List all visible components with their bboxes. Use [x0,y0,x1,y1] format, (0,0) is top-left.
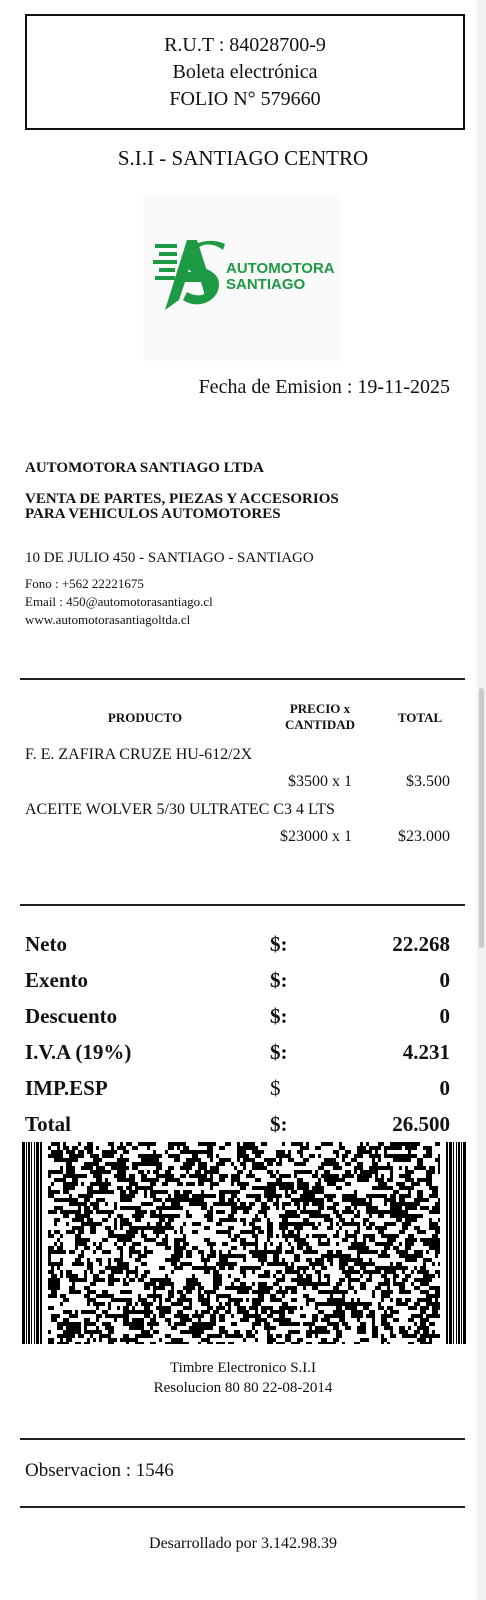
scrollbar[interactable] [477,0,486,1600]
totals-currency-sign: $: [270,932,288,956]
totals-label-neto: Neto [25,932,67,956]
totals-value-neto: 22.268 [392,932,450,956]
developer-credit: Desarrollado por 3.142.98.39 [149,1535,337,1552]
totals-label-total: Total [25,1112,71,1136]
totals-label-exento: Exento [25,968,88,992]
scrollbar-thumb[interactable] [479,688,484,948]
issuer-phone: Fono : +562 22221675 [25,576,144,591]
pdf417-barcode [22,1142,466,1344]
issuer-activity [25,492,425,522]
sii-office: S.I.I - SANTIAGO CENTRO [117,146,369,170]
column-header-total: TOTAL [397,710,443,725]
company-logo [143,194,341,361]
activity-line: PARA VEHICULOS AUTOMOTORES [25,506,281,522]
totals-value-exento: 0 [439,968,450,992]
activity-line: VENTA DE PARTES, PIEZAS Y ACCESORIOS [25,491,339,507]
item-name: ACEITE WOLVER 5/30 ULTRATEC C3 4 LTS [25,801,335,818]
item-total: $23.000 [398,828,450,845]
totals-currency-sign: $: [270,1112,288,1136]
column-header-price-line: PRECIO x [289,701,351,716]
logo-emblem-icon [153,236,229,316]
issuer-email: Email : 450@automotorasantiago.cl [25,594,213,609]
totals-currency-sign: $: [270,968,288,992]
totals-value-descuento: 0 [439,1004,450,1028]
totals-value-total: 26.500 [392,1112,450,1136]
totals-value-imp-esp: 0 [439,1076,450,1100]
totals-currency-sign: $ [270,1076,281,1100]
timbre-line: Timbre Electronico S.I.I [169,1360,317,1376]
issue-date: Fecha de Emision : 19-11-2025 [198,376,450,398]
document-type: Boleta electrónica [172,61,318,83]
column-header-product: PRODUCTO [107,710,183,725]
rut-box [25,14,465,130]
resolution-line: Resolucion 80 80 22-08-2014 [153,1380,333,1396]
totals-label-iva: I.V.A (19%) [25,1040,132,1064]
issuer-website: www.automotorasantiagoltda.cl [25,612,191,627]
item-total: $3.500 [406,773,450,790]
item-price-quantity: $3500 x 1 [288,773,352,790]
totals-label-imp-esp: IMP.ESP [25,1076,108,1100]
issuer-address: 10 DE JULIO 450 - SANTIAGO - SANTIAGO [25,550,314,566]
observation: Observacion : 1546 [25,1460,174,1481]
column-header-price-quantity [265,701,375,733]
item-name: F. E. ZAFIRA CRUZE HU-612/2X [25,746,253,763]
divider [20,1506,465,1508]
divider [20,678,465,680]
folio-number: FOLIO N° 579660 [169,88,321,110]
logo-text-line2: SANTIAGO [226,276,306,293]
totals-value-iva: 4.231 [402,1040,450,1064]
issuer-name: AUTOMOTORA SANTIAGO LTDA [25,460,264,476]
rut-text: R.U.T : 84028700-9 [164,34,326,56]
totals-currency-sign: $: [270,1004,288,1028]
totals-currency-sign: $: [270,1040,288,1064]
divider [20,904,465,906]
logo-text-line1: AUTOMOTORA [226,260,335,277]
divider [20,1438,465,1440]
column-header-quantity-line: CANTIDAD [284,717,356,732]
item-price-quantity: $23000 x 1 [280,828,352,845]
totals-label-descuento: Descuento [25,1004,118,1028]
